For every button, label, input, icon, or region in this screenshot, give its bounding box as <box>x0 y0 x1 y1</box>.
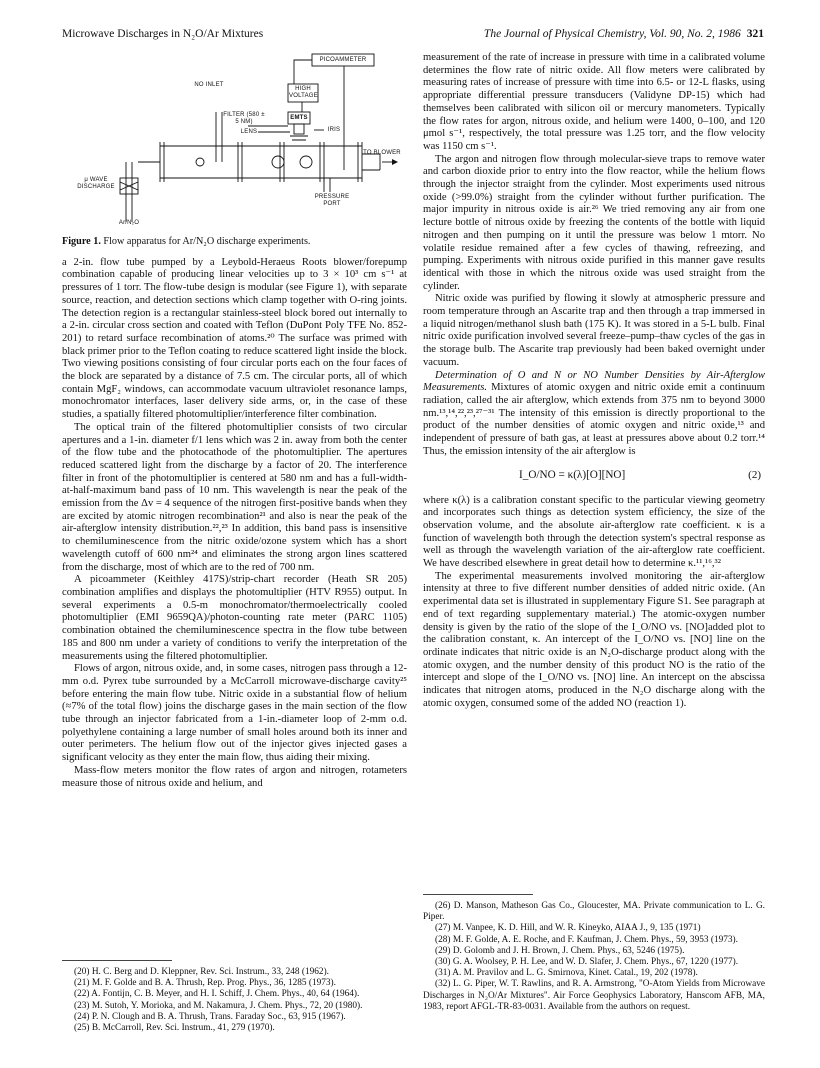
label-emts: EMTS <box>290 115 308 121</box>
injector-loop <box>196 158 204 166</box>
label-lens: LENS <box>240 129 258 135</box>
reference-22: (22) A. Fontijn, C. B. Meyer, and H. I. Schiff, J. Chem. Phys., 40, 64 (1964). <box>74 989 360 1000</box>
reference-21: (21) M. F. Golde and B. A. Thrush, Rep. Prog. Phys., 36, 1285 (1973). <box>74 978 336 989</box>
figure-caption-label: Figure 1. <box>62 236 101 247</box>
running-header <box>62 28 764 44</box>
discharge-tube <box>126 162 132 222</box>
header-article-title: Microwave Discharges in N₂O/Ar Mixtures <box>62 28 264 40</box>
references-left <box>62 960 407 1034</box>
equation-number: (2) <box>748 468 761 481</box>
label-to-blower: TO BLOWER <box>363 150 401 156</box>
label-picoammeter: PICOAMMETER <box>319 57 367 63</box>
left-paragraph-2: The optical train of the filtered photomultiplier consists of two circular apertures and a 1-in. diameter f/1 lens which was 2 in. away from both the center of the flow tube and the photocathode of the photomultiplier. The apertures reduced scattered light from the discharge by a factor of 20. The interference filter in front of the photomultiplier is centered at 580 nm and has a full-width-at-half-maximum band pass of 10 nm. This wavelength is near the peak of the emission from the Δv = 4 sequence of the nitrogen first-positive bands when they are excited by atomic nitrogen recombination²¹ and also is near the peak of the air-afterglow intensity distribution.²²,²³ In addition, this band pass is insensitive to chemiluminescence from the nitric oxide/ozone system which has a short wavelength cutoff of 600 nm²⁴ and eliminates the strong argon lines scattered from the discharge, most of which are to the red of 700 nm. <box>62 421 407 573</box>
right-paragraph-5: where κ(λ) is a calibration constant specific to the particular viewing geometry and incorporates such things as detection system efficiency, the size of the observation volume, and the absolute air-afterglow rate coefficient. κ is a function of wavelength both through the detection system's spectral response as well as through the wavelength variation of the air-afterglow rate coefficient. We have described elsewhere in great detail how to determine κ.¹¹,¹⁶,³² <box>423 494 765 570</box>
blower-arrow-head <box>392 159 398 165</box>
page-number: 321 <box>746 28 764 40</box>
reference-29: (29) D. Golomb and J. H. Brown, J. Chem. Phys., 63, 5246 (1975). <box>435 945 685 956</box>
label-microwave-discharge: μ WAVE DISCHARGE <box>77 177 115 190</box>
label-pressure-port: PRESSURE PORT <box>314 194 350 207</box>
reference-20: (20) H. C. Berg and D. Kleppner, Rev. Sci. Instrum., 33, 248 (1962). <box>74 967 329 977</box>
right-paragraph-3: Nitric oxide was purified by flowing it slowly at atmospheric pressure and room temperature through an Ascarite trap and then through a trap immersed in a liquid nitrogen/methanol slush bath (175 K). It was stored in a 5-L bulb. Final nitric oxide purification involved several freeze–pump–thaw cycles of the gas in the storage bulb. The Ascarite trap previously had been baked overnight under vacuum. <box>423 293 765 368</box>
reference-32: (32) L. G. Piper, W. T. Rawlins, and R. A. Armstrong, "O-Atom Yields from Microwave Discharges in N₂O/Ar Mixtures". Air Force Geophysics Laboratory, Hanscom AFB, MA, 1983, report AFGL-TR-83-0031. Available from the authors on request. <box>423 979 765 1012</box>
label-ar-n2o: Ar/N₂O <box>118 220 140 226</box>
header-journal-name: The Journal of Physical Chemistry, Vol. 90, No. 2, 1986 <box>483 28 741 40</box>
reference-25: (25) B. McCarroll, Rev. Sci. Instrum., 41, 279 (1970). <box>74 1023 275 1034</box>
right-paragraph-1: measurement of the rate of increase in pressure with time in a calibrated volume determines the flow rate of nitric oxide. All flow meters were calibrated by measuring rates of increase of pressure with time into 6.5- or 12-L flasks, using appropriate differential pressure transducers (Validyne DP-15) which had themselves been calibrated with silicon oil or mercury manometers. Typically the flow rates for argon, nitrous oxide, and helium were 1400, 0–100, and 120 μmol s⁻¹, respectively, the total pressure was 1.25 torr, and the flow velocity was 1150 cm s⁻¹. <box>423 52 765 152</box>
figure-caption-text: Flow apparatus for Ar/N₂O discharge experiments. <box>103 236 311 247</box>
left-paragraph-1: a 2-in. flow tube pumped by a Leybold-Heraeus Roots blower/forepump combination capable of producing linear velocities up to 3 × 10³ cm s⁻¹ at pressures of 1 torr. The flow-tube design is modular (see Figure 1), with separate source, reaction, and detection sections which clamp together with O-ring joints. The detection region is a rectangular stainless-steel block bored out internally to a 2-in. circular cross section and coated with Teflon (DuPont Poly TFE No. 852-201) to retard surface recombination of atoms.²⁰ The surface was primed with black primer prior to the Teflon coating to reduce scattered light inside the block. Two viewing positions consisting of four circular ports each on the four faces of the block are separated by a distance of 7.5 cm. The circular ports, all of which contain MgF₂ windows, can accommodate vacuum ultraviolet resonance lamps, monochromator interfaces, laser delivery side arms, or, in the case of these studies, a spatially filtered photomultiplier/interference filter combination. <box>62 256 407 421</box>
references-rule <box>62 960 172 961</box>
optics-stack <box>294 124 304 134</box>
right-paragraph-6: The experimental measurements involved monitoring the air-afterglow intensity at three to five different number densities of added nitric oxide. (An experimental data set is illustrated in supplementary Figure S1. See paragraph at end of text regarding supplementary material.) The atomic-oxygen number density is given by the ratio of the slope of the I_O/NO vs. [NO]added plot to the calibration constant, κ. An intercept of the I_O/NO vs. [NO] line on the ordinate indicates that nitric oxide is an N₂O-discharge product along with the atomic oxygen, and the number density of this product NO is the ratio of the intercept and slope of the I_O/NO vs. [NO] line. An intercept on the abscissa indicates that nitrogen atoms, produced in the N₂O discharge along with the atomic oxygen, consumed some of the added NO (reaction 1). <box>423 570 765 709</box>
figure-caption <box>62 236 407 249</box>
section-heading: Determination of O and N or NO Number Densities by Air-Afterglow Measurements. <box>423 369 765 394</box>
viewing-port-2 <box>300 156 312 168</box>
reference-26: (26) D. Manson, Matheson Gas Co., Gloucester, MA. Private communication to L. G. Piper. <box>423 901 765 923</box>
left-paragraph-4: Flows of argon, nitrous oxide, and, in some cases, nitrogen pass through a 12-mm o.d. Pyrex tube surrounded by a McCarroll microwave-discharge cavity²⁵ before entering the main flow tube. Nitric oxide in a substantial flow of helium (≈7% of the total flow) joins the discharge gases in the main section of the flow tube through an injector fabricated from a 1-in.-diameter loop of 2-mm o.d. polyethylene containing a large number of small holes around both its inner and outer perimeters. The helium flow out of the injector gives injected gases a significant velocity as they enter the main flow, thus aiding their mixing. <box>62 663 407 764</box>
label-filter: FILTER (580 ± 5 NM) <box>223 112 265 125</box>
label-iris: IRIS <box>327 127 341 133</box>
left-paragraph-5: Mass-flow meters monitor the flow rates of argon and nitrogen, rotameters measure those of nitrous oxide and helium, and <box>62 764 407 789</box>
figure-1-diagram <box>62 50 407 230</box>
pressure-port-tube <box>324 178 330 192</box>
section-text: Mixtures of atomic oxygen and nitric oxide emit a continuum radiation, called the air afterglow, which extends from 375 nm to beyond 3000 nm.¹³,¹⁴,²²,²³,²⁷⁻³¹ The intensity of this emission is directly proportional to the product of the number densities of atomic oxygen and nitric oxide,¹³ and independent of pressure of bath gas, at least at pressures above about 0.2 torr.¹⁴ Thus, the emission intensity of the air afterglow is <box>423 382 765 457</box>
left-column <box>62 50 407 790</box>
wire-pico-hv <box>294 60 312 84</box>
label-high-voltage: HIGH VOLTAGE <box>289 86 318 99</box>
references-right <box>423 894 765 1013</box>
header-journal-info <box>484 28 764 40</box>
right-column <box>423 52 765 710</box>
flange-joints <box>160 142 362 182</box>
label-no-inlet: NO INLET <box>194 82 224 88</box>
reference-27: (27) M. Vanpee, K. D. Hill, and W. R. Kineyko, AIAA J., 9, 135 (1971) <box>435 923 701 934</box>
reference-23: (23) M. Sutoh, Y. Morioka, and M. Nakamura, J. Chem. Phys., 72, 20 (1980). <box>74 1000 363 1011</box>
cavity-hatch <box>120 182 138 190</box>
equation-body: I_O/NO = κ(λ)[O][NO] <box>519 468 626 481</box>
reference-30: (30) G. A. Woolsey, P. H. Lee, and W. D. Slafer, J. Chem. Phys., 67, 1220 (1977). <box>435 957 739 968</box>
lens-iris-lines <box>290 136 308 140</box>
equation-2 <box>423 466 765 488</box>
reference-28: (28) M. F. Golde, A. E. Roche, and F. Kaufman, J. Chem. Phys., 59, 3953 (1973). <box>435 934 738 945</box>
left-paragraph-3: A picoammeter (Keithley 417S)/strip-chart recorder (Heath SR 205) combination amplifies and displays the photomultiplier (HTV R955) output. In several experiments a 0.5-m monochromator/thermoelectrically cooled photomultiplier (EMI 9659QA)/photon-counting rate meter (PARC 1105) combination obtained the chemiluminescence spectra in the flow tube between 185 and 800 nm under a variety of conditions to verify the interpretation of the measurements using the filtered photomultiplier. <box>62 574 407 662</box>
viewing-port-1 <box>272 156 284 168</box>
flow-apparatus-drawing <box>62 50 407 230</box>
right-paragraph-2: The argon and nitrogen flow through molecular-sieve traps to remove water and carbon dioxide prior to entry into the flow reactor, while the helium flows through the injector straight from the cylinder. Most experiments used nitrous oxide (>99.0%) straight from the cylinder without further purification. The major impurity in nitrous oxide is air.²⁶ We tried removing any air from one lecture bottle of nitrous oxide by freezing the contents of the bottle with liquid nitrogen and then pumping on it until the pressure was below 1 mtorr. No volatile residue remained after a few cycles of thawing, refreezing, and pumping. Experiments with nitrous oxide purified in this manner gave results identical with those in which the nitrous oxide was used straight from the cylinder. <box>423 153 765 292</box>
right-paragraph-4 <box>423 370 765 459</box>
references-rule-right <box>423 894 533 895</box>
reference-24: (24) P. N. Clough and B. A. Thrush, Trans. Faraday Soc., 63, 915 (1967). <box>74 1011 346 1022</box>
reference-31: (31) A. M. Pravilov and L. G. Smirnova, Kinet. Catal., 19, 202 (1978). <box>435 968 698 979</box>
